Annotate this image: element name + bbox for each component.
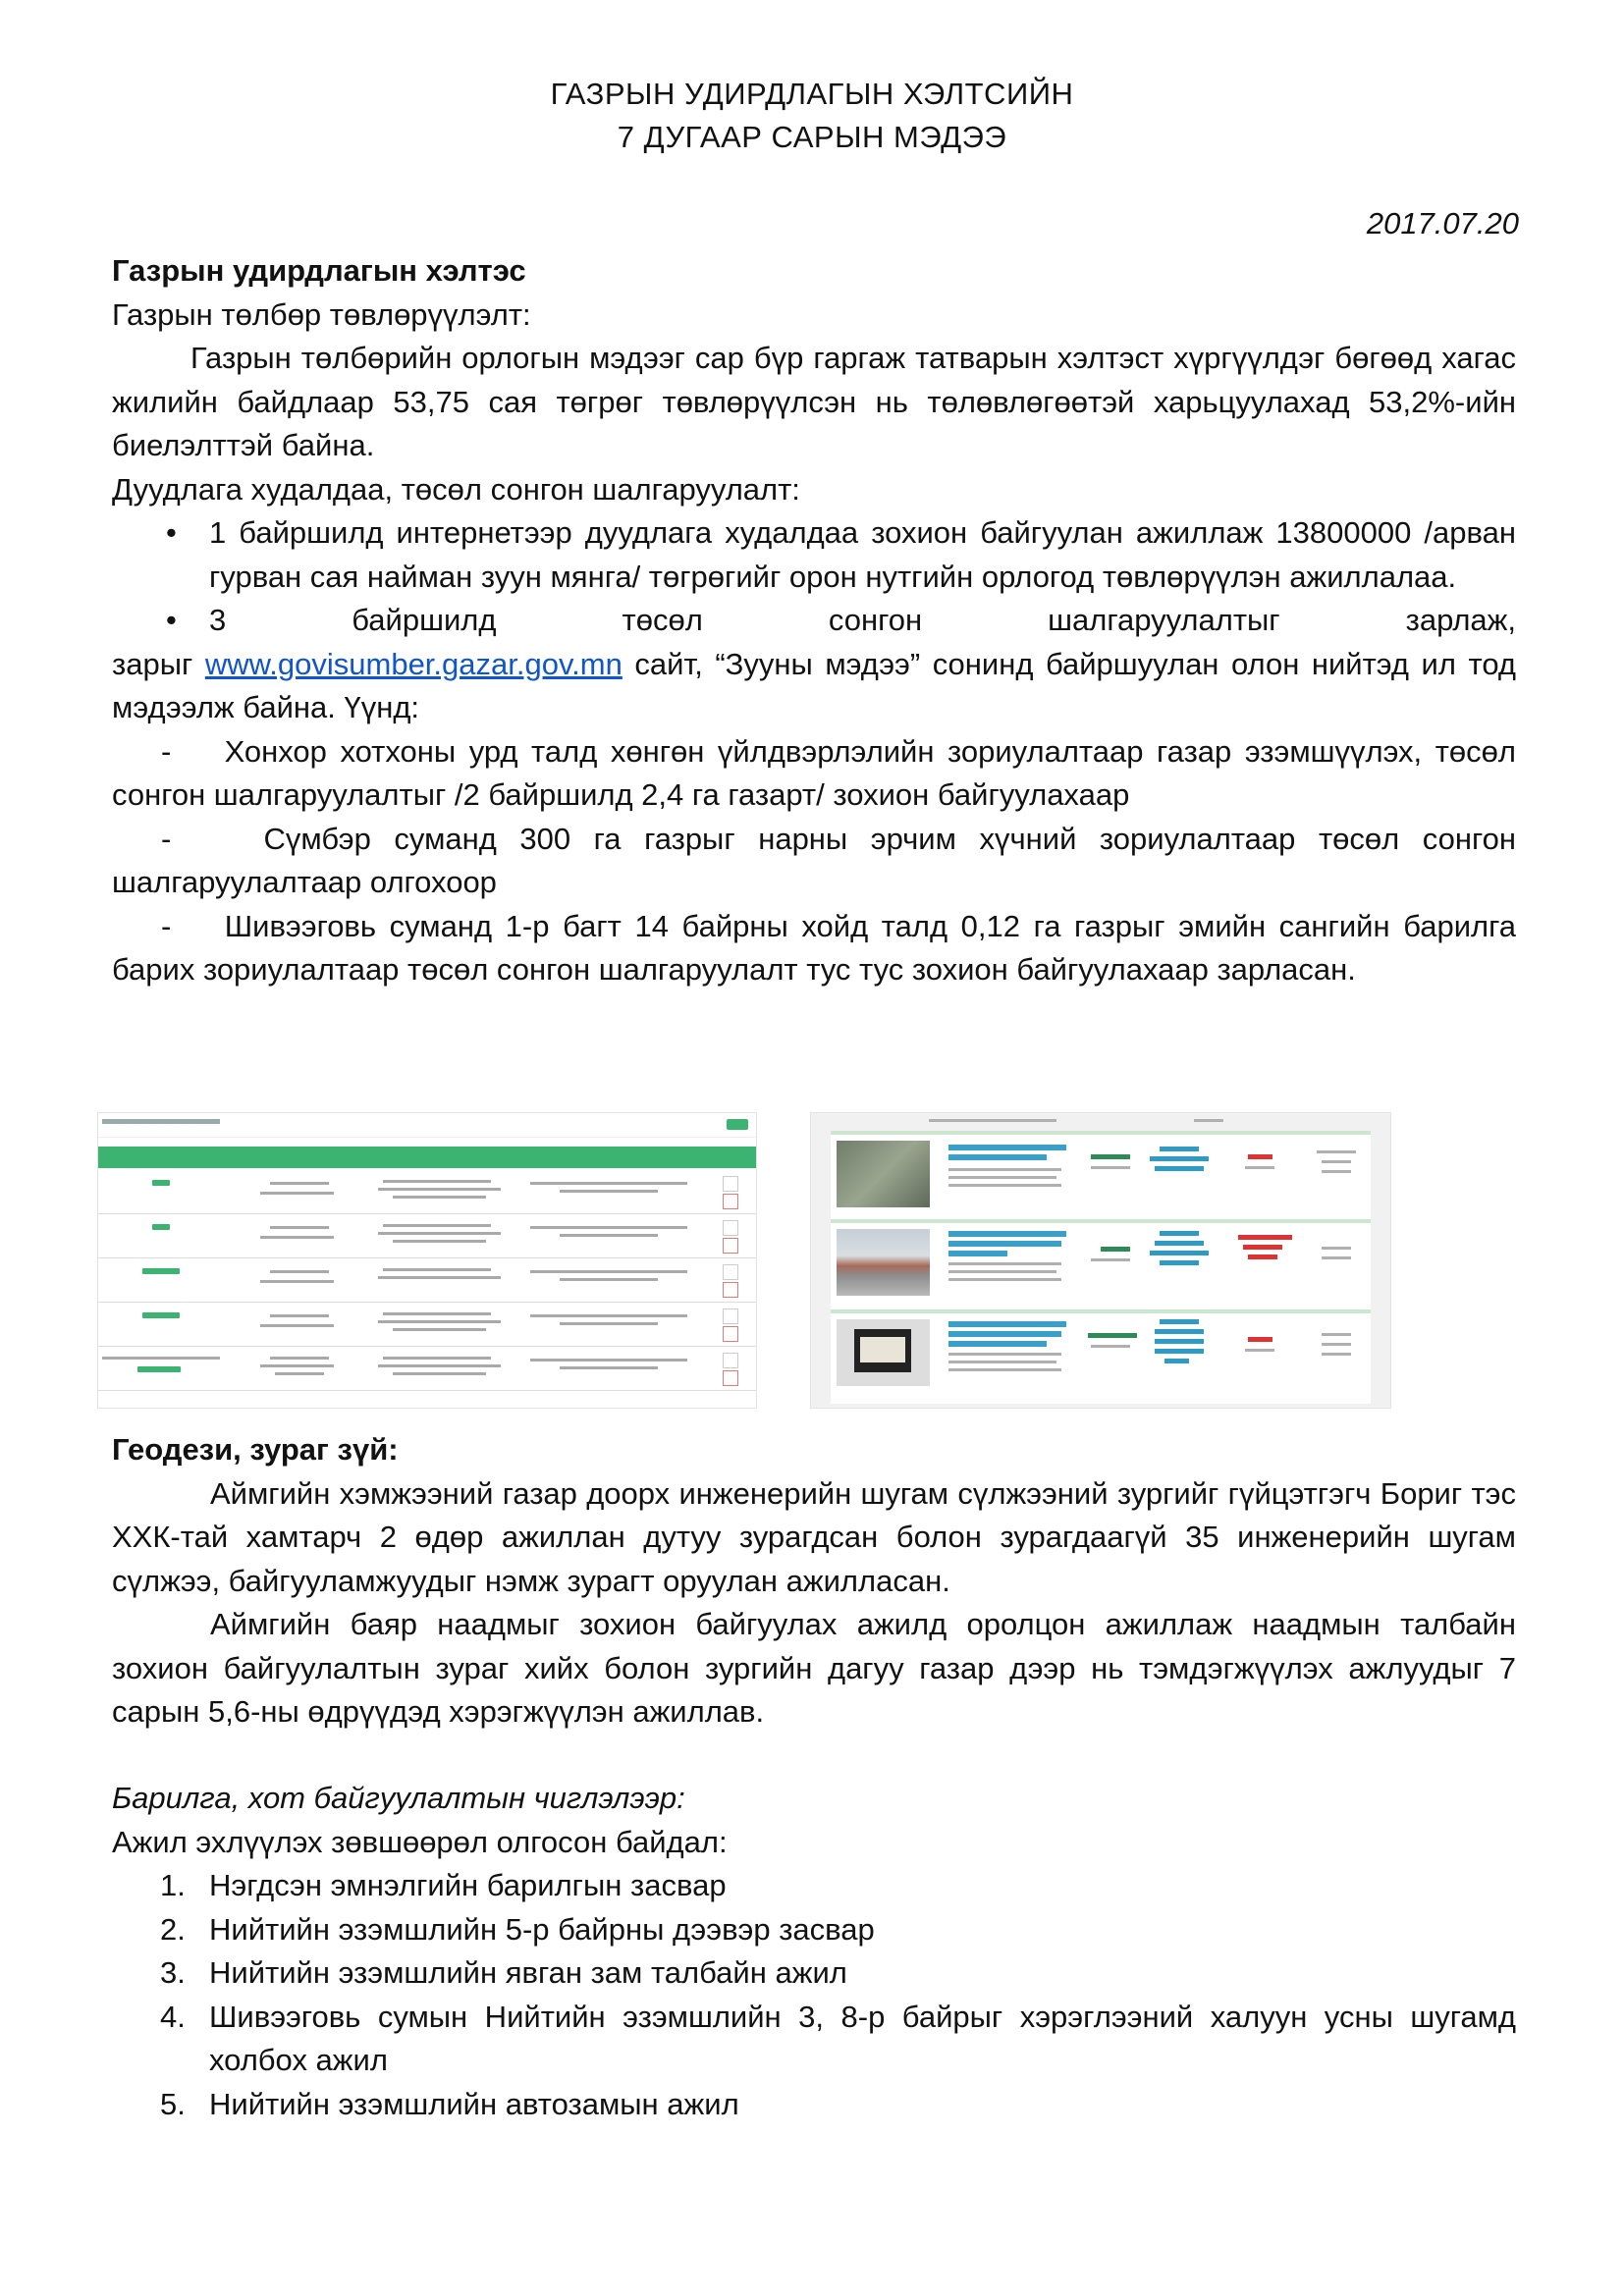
numbered-item <box>112 2083 1516 2127</box>
signboard-thumbnail <box>837 1319 930 1386</box>
item-number: 1. <box>160 1868 186 1902</box>
satellite-thumbnail <box>837 1141 930 1207</box>
item-number: 5. <box>160 2086 186 2121</box>
dash-item <box>112 905 1516 992</box>
item-text: Нийтийн эзэмшлийн 5-р байрны дээвэр засвар <box>209 1911 875 1947</box>
govisumber-link[interactable]: www.govisumber.gazar.gov.mn <box>204 646 623 681</box>
item-text: Нийтийн эзэмшлийн автозамын ажил <box>209 2086 739 2121</box>
building-thumbnail <box>837 1229 930 1296</box>
subheading-land-fee: Газрын төлбөр төвлөрүүлэлт: <box>112 296 531 332</box>
screenshot-table-row <box>98 1303 756 1347</box>
dash-item <box>112 730 1516 818</box>
bullet-icon: • <box>166 603 209 637</box>
screenshot-table-row <box>98 1347 756 1391</box>
item-number: 4. <box>160 1999 186 2034</box>
screenshot-table-header <box>98 1147 756 1168</box>
section-heading: Геодези, зураг зүй: <box>112 1432 399 1467</box>
screenshot-table-row <box>98 1258 756 1303</box>
numbered-item <box>112 1996 1516 2083</box>
paragraph-land-fee: Газрын төлбөрийн орлогын мэдээг сар бүр гаргаж татварын хэлтэст хүргүүлдэг бөгөөд хагас жилийн байдлаар 53,75 сая төгрөг төвлөрүүлсэн нь төлөвлөгөөтэй харьцуулахад 53,2%-ийн биелэлттэй байна. <box>112 341 1516 462</box>
section-land-management <box>112 249 1516 992</box>
dash-text: Шивээговь суманд 1-р багт 14 байрны хойд талд 0,12 га газрыг эмийн сангийн барилга барих зориулалтаар төсөл сонгон шалгаруулалт тус тус зохион байгуулахаар зарласан. <box>112 908 1516 987</box>
screenshot-breadcrumb <box>102 1119 220 1124</box>
screenshot-toolbar <box>98 1113 756 1138</box>
paragraph-geodesy-2: Аймгийн баяр наадмыг зохион байгуулах ажилд оролцон ажиллаж наадмын талбайн зохион байгуулалтын зураг хийх болон зургийн дагуу газар дээр нь тэмдэгжүүлэх ажлуудыг 7 сарын 5,6-ны өдрүүдэд хэрэгжүүлэн ажиллав. <box>112 1607 1516 1729</box>
bullet-item <box>112 511 1516 599</box>
item-text: Нэгдсэн эмнэлгийн барилгын засвар <box>209 1868 727 1902</box>
dash-icon: - <box>161 821 264 856</box>
screenshot-table-row <box>98 1170 756 1214</box>
document-date: 2017.07.20 <box>1366 206 1519 240</box>
dash-text: Сүмбэр суманд 300 га газрыг нарны эрчим хүчний зориулалтаар төсөл сонгон шалгаруулалтаар олгохоор <box>112 821 1516 899</box>
bullet-text-suffix: сайт, “Зууны мэдээ” сонинд байршуулан олон нийтэд ил тод мэдээлж байна. Үүнд: <box>112 646 1516 724</box>
dash-text: Хонхор хотхоны урд талд хөнгөн үйлдвэрлэлийн зориулалтаар газар эзэмшүүлэх, төсөл сонгон шалгаруулалтыг /2 байршилд 2,4 га газарт/ зохион байгуулахаар <box>112 733 1516 812</box>
dash-icon: - <box>161 733 225 769</box>
numbered-item <box>112 1908 1516 1952</box>
numbered-item <box>112 1864 1516 1908</box>
paragraph-geodesy-1: Аймгийн хэмжээний газар доорх инженерийн шугам сүлжээний зургийг гүйцэтгэгч Бориг тэс ХХК-тай хамтарч 2 өдөр ажиллан дутуу зурагдсан болон зурагдаагүй 35 инженерийн шугам сүлжээ, байгууламжуудыг нэмж зурагт оруулан ажилласан. <box>112 1475 1516 1598</box>
screenshot-tender-row <box>831 1131 1371 1221</box>
bullet-item <box>112 599 1516 730</box>
document-title-line2: 7 ДУГААР САРЫН МЭДЭЭ <box>617 120 1007 154</box>
dash-icon: - <box>161 908 225 943</box>
screenshot-tender-row <box>831 1309 1371 1404</box>
bullet-text: 1 байршилд интернетээр дуудлага худалдаа зохион байгуулан ажиллаж 13800000 /арван гурван сая найман зуун мянга/ төгрөгийг орон нутгийн орлогод төвлөрүүлэн ажиллалаа. <box>209 515 1516 594</box>
subheading-auction: Дуудлага худалдаа, төсөл сонгон шалгаруулалт: <box>112 471 800 507</box>
section-heading: Газрын удирдлагын хэлтэс <box>112 253 526 288</box>
subheading-permits: Ажил эхлүүлэх зөвшөөрөл олгосон байдал: <box>112 1824 728 1859</box>
numbered-item <box>112 1951 1516 1996</box>
document-title-line1: ГАЗРЫН УДИРДЛАГЫН ХЭЛТСИЙН <box>550 77 1074 111</box>
item-number: 2. <box>160 1911 186 1947</box>
item-text: Шивээговь сумын Нийтийн эзэмшлийн 3, 8-р байрыг хэрэглээний халуун усны шугамд холбох ажил <box>209 1999 1516 2077</box>
item-number: 3. <box>160 1955 186 1990</box>
bullet-icon: • <box>166 515 177 550</box>
bullet-text: 3 байршилд төсөл сонгон шалгаруулалтыг зарлаж, зарыг <box>112 603 1516 681</box>
screenshot-green-button <box>727 1119 748 1130</box>
section-heading: Барилга, хот байгуулалтын чиглэлээр: <box>112 1781 685 1815</box>
screenshot-tender-row <box>831 1219 1371 1311</box>
section-geodesy <box>112 1428 1516 1735</box>
screenshot-table-row <box>98 1214 756 1258</box>
item-text: Нийтийн эзэмшлийн явган зам талбайн ажил <box>209 1955 847 1990</box>
section-construction <box>112 1777 1516 2126</box>
tender-list-screenshot <box>810 1112 1391 1409</box>
auction-table-screenshot <box>97 1112 757 1409</box>
dash-item <box>112 818 1516 905</box>
